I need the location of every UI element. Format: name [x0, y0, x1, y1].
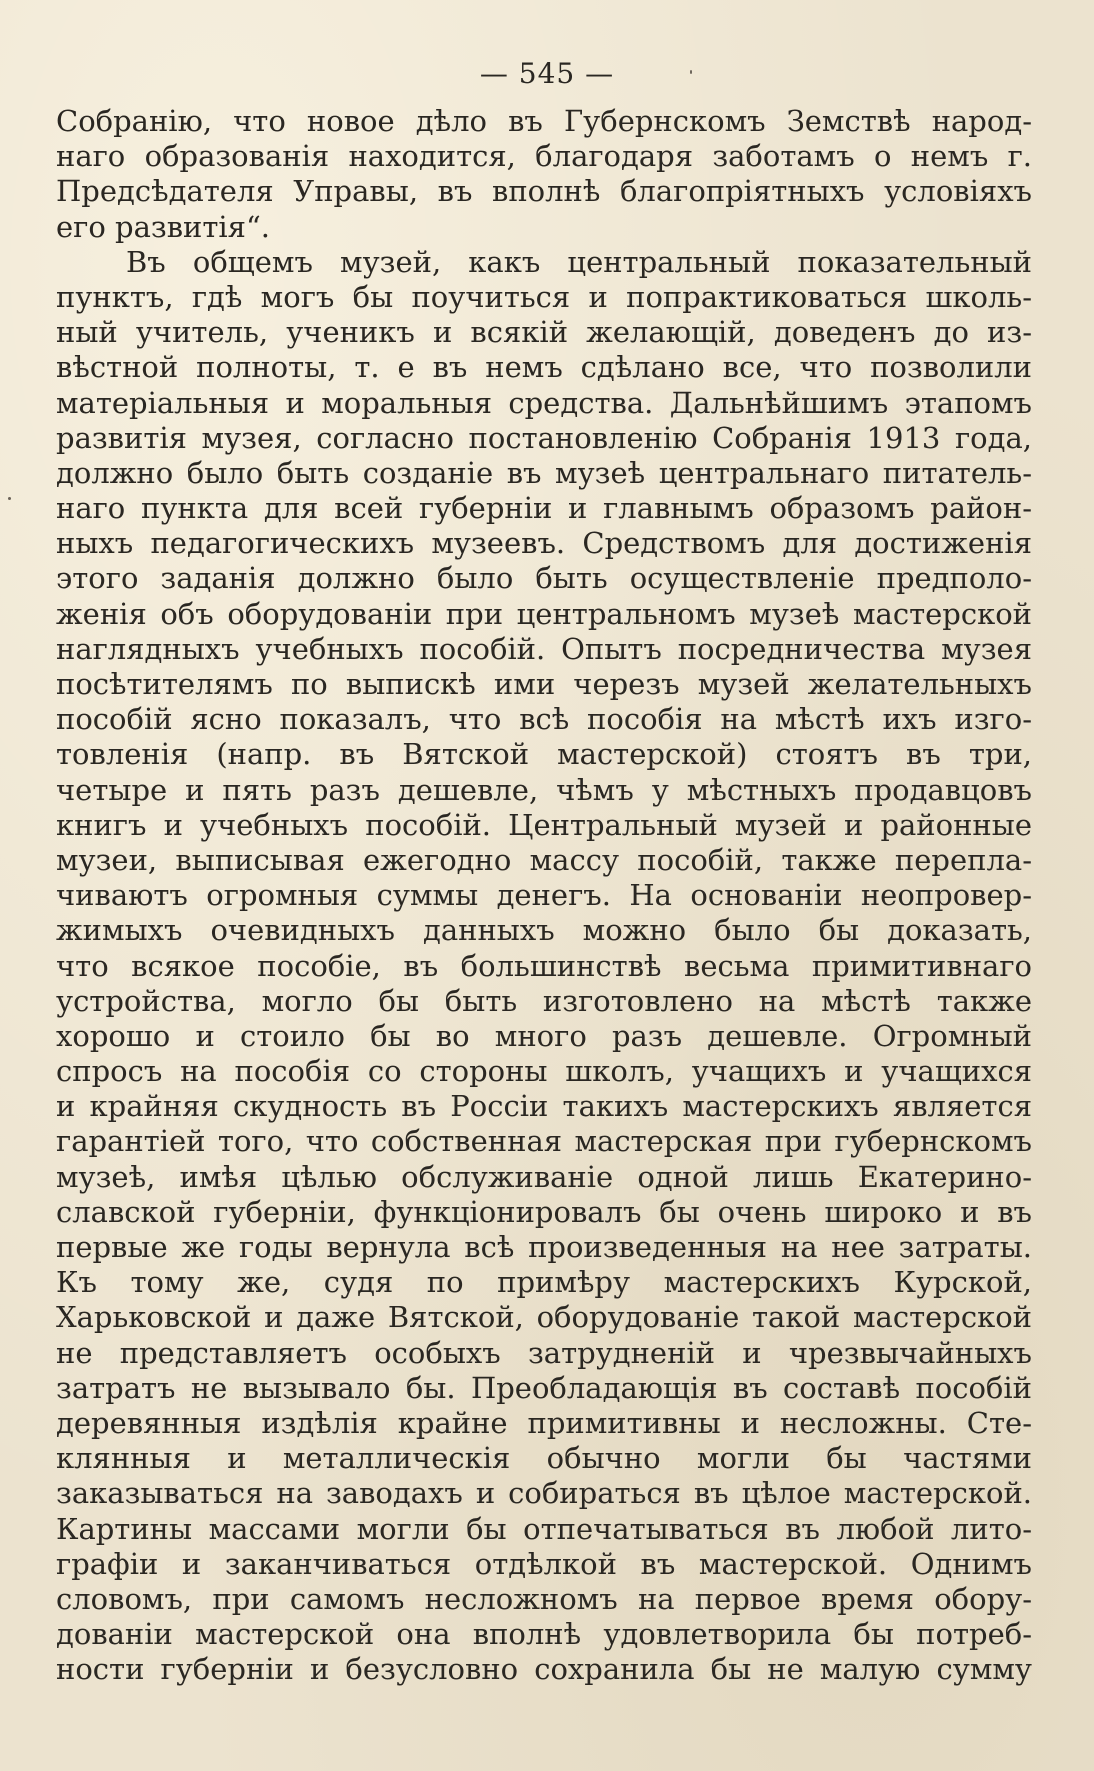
text-line: ности губерніи и безусловно сохранила бы не малую сумму [56, 1652, 1032, 1687]
text-line: устройства, могло бы быть изготовлено на мѣстѣ также [56, 983, 1032, 1018]
text-line: клянныя и металлическія обычно могли бы частями [56, 1441, 1032, 1476]
text-line: и крайняя скудность въ Россіи такихъ мастерскихъ является [56, 1089, 1032, 1124]
text-line: не представляетъ особыхъ затрудненій и чрезвычайныхъ [56, 1335, 1032, 1370]
text-line: чиваютъ огромныя суммы денегъ. На основаніи неопровер- [56, 878, 1032, 913]
text-line: гарантіей того, что собственная мастерская при губернскомъ [56, 1124, 1032, 1159]
text-line: жимыхъ очевидныхъ данныхъ можно было бы доказать, [56, 913, 1032, 948]
text-line: женія объ оборудованіи при центральномъ музеѣ мастерской [56, 596, 1032, 631]
text-line: словомъ, при самомъ несложномъ на первое время обору- [56, 1581, 1032, 1616]
text-line: Харьковской и даже Вятской, оборудованіе такой мастерской [56, 1300, 1032, 1335]
text-line: что всякое пособіе, въ большинствѣ весьма примитивнаго [56, 948, 1032, 983]
text-line: Предсѣдателя Управы, въ вполнѣ благопріятныхъ условіяхъ [56, 174, 1032, 209]
text-line: наго образованія находится, благодаря заботамъ о немъ г. [56, 139, 1032, 174]
text-line: ныхъ педагогическихъ музеевъ. Средствомъ для достиженія [56, 526, 1032, 561]
text-line: первые же годы вернула всѣ произведенныя на нее затраты. [56, 1230, 1032, 1264]
text-line: хорошо и стоило бы во много разъ дешевле. Огромный [56, 1018, 1032, 1053]
text-line: должно было быть созданіе въ музеѣ центральнаго питатель- [56, 455, 1032, 490]
text-line: музеи, выписывая ежегодно массу пособій, также перепла- [56, 842, 1032, 877]
text-line: его развитія“. [56, 209, 271, 244]
text-line: наго пункта для всей губерніи и главнымъ образомъ район- [56, 491, 1032, 526]
text-line: четыре и пять разъ дешевле, чѣмъ у мѣстныхъ продавцовъ [56, 772, 1032, 807]
print-speck [8, 497, 11, 500]
text-line: Въ общемъ музей, какъ центральный показательный [126, 244, 1032, 279]
page-number: — 545 — [479, 57, 615, 90]
text-line: графіи и заканчиваться отдѣлкой въ мастерской. Однимъ [56, 1546, 1032, 1581]
text-line: Къ тому же, судя по примѣру мастерскихъ Курской, [56, 1265, 1032, 1300]
print-speck [690, 70, 692, 74]
text-line: вѣстной полноты, т. е въ немъ сдѣлано все, что позволили [56, 350, 1032, 385]
text-line: развитія музея, согласно постановленію Собранія 1913 года, [56, 420, 1032, 455]
text-line: затратъ не вызывало бы. Преобладающія въ составѣ пособій [56, 1370, 1032, 1405]
text-line: дованіи мастерской она вполнѣ удовлетворила бы потреб- [56, 1617, 1032, 1652]
text-line: Картины массами могли бы отпечатываться въ любой лито- [56, 1511, 1032, 1546]
text-line: ный учитель, ученикъ и всякій желающій, доведенъ до из- [56, 315, 1032, 350]
text-line: пособій ясно показалъ, что всѣ пособія на мѣстѣ ихъ изго- [56, 702, 1032, 737]
text-line: деревянныя издѣлія крайне примитивны и несложны. Сте- [56, 1405, 1032, 1440]
body-text [56, 104, 1032, 1687]
text-line: посѣтителямъ по выпискѣ ими черезъ музей желательныхъ [56, 667, 1032, 701]
text-line: заказываться на заводахъ и собираться въ цѣлое мастерской. [56, 1476, 1032, 1511]
text-line: товленія (напр. въ Вятской мастерской) стоятъ въ три, [56, 737, 1032, 772]
text-line: славской губерніи, функціонировалъ бы очень широко и въ [56, 1194, 1032, 1229]
text-line: книгъ и учебныхъ пособій. Центральный музей и районные [56, 807, 1032, 842]
text-line: матеріальныя и моральныя средства. Дальнѣйшимъ этапомъ [56, 385, 1032, 420]
text-line: Собранію, что новое дѣло въ Губернскомъ Земствѣ народ- [56, 104, 1032, 138]
text-line: музеѣ, имѣя цѣлью обслуживаніе одной лишь Екатерино- [56, 1159, 1032, 1194]
text-line: наглядныхъ учебныхъ пособій. Опытъ посредничества музея [56, 631, 1032, 666]
text-line: этого заданія должно было быть осуществленіе предполо- [56, 561, 1032, 596]
text-line: пунктъ, гдѣ могъ бы поучиться и попрактиковаться школь- [56, 279, 1032, 314]
text-line: спросъ на пособія со стороны школъ, учащихъ и учащихся [56, 1054, 1032, 1089]
